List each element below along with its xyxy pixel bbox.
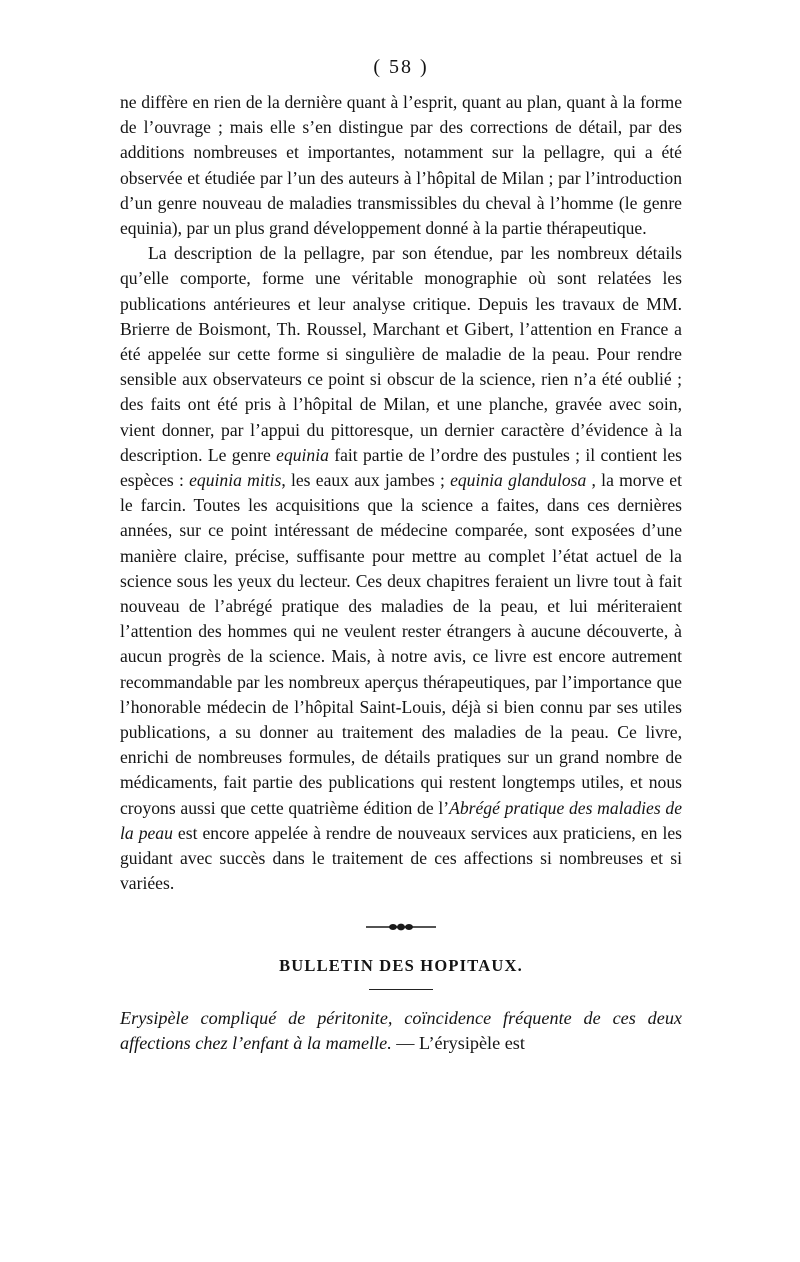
species-equinia-mitis: equinia mitis <box>189 470 282 491</box>
section-ornament <box>120 923 682 931</box>
review-paragraph-2-text-3: , les eaux aux jambes ; <box>281 470 451 491</box>
species-equinia-glandulosa: equinia glandulosa <box>450 470 587 491</box>
heading-rule <box>369 989 433 990</box>
genus-equinia: equinia <box>276 444 329 465</box>
page <box>120 54 682 1056</box>
bulletin-item-text: — L’érysipèle est <box>391 1032 525 1053</box>
review-paragraph-1: ne diffère en rien de la dernière quant à l’esprit, quant au plan, quant à la forme de l’ouvrage ; mais elle s’en distingue par des corrections de détail, par des additions nombreuses et importantes, notamment sur la pellagre, qui a été observée et étudiée par l’un des auteurs à l’hôpital de Milan ; par l’introduction d’un genre nouveau de maladies transmissibles du cheval à l’homme (le genre equinia), par un plus grand développement donné à la partie thérapeutique. <box>120 92 682 239</box>
bulletin-paragraph <box>120 1006 682 1056</box>
page-number: ( 58 ) <box>373 56 429 78</box>
review-paragraph-2-text-5: est encore appelée à rendre de nouveaux services aux praticiens, en les guidant avec succès dans le traitement de ces affections si nombreuses et si variées. <box>120 822 682 894</box>
ornament-divider-icon <box>366 923 436 931</box>
review-paragraph-2-text-4: , la morve et le farcin. Toutes les acquisitions que la science a faites, dans ces dernières années, sur ce point intéressant de médecine comparée, sont exposées d’une manière claire, précise, suffisante pour mettre au complet l’état actuel de la science sous les yeux du lecteur. Ces deux chapitres feraient un livre tout à fait nouveau de l’abrégé pratique des maladies de la peau, et lui mériteraient l’attention des hommes qui ne veulent rester étrangers à aucune découverte, à aucun progrès de la science. Mais, à notre avis, ce livre est encore autrement recommandable par les nombreux aperçus thérapeutiques, par l’importance que l’honorable médecin de l’hôpital Saint-Louis, déjà si bien connu par ses utiles publications, a su donner au traitement des maladies de la peau. Ce livre, enrichi de nombreuses formules, de détails pratiques sur un grand nombre de médicaments, fait partie des publications qui restent longtemps utiles, et nous croyons aussi que cette quatrième édition de l’ <box>120 470 683 818</box>
review-paragraph-2 <box>120 241 682 896</box>
bulletin-item-title: Erysipèle compliqué de péritonite, coïncidence fréquente de ces deux affections chez l’enfant à la mamelle. <box>120 1007 682 1053</box>
bulletin-heading: BULLETIN DES HOPITAUX. <box>279 955 523 975</box>
review-paragraph-2-text-2: fait partie de l’ordre des pustules ; il contient les espèces : <box>120 444 682 491</box>
review-paragraph-2-text-1: La description de la pellagre, par son étendue, par les nombreux détails qu’elle comporte, forme une véritable monographie où sont relatées les publications antérieures et leur analyse critique. Depuis les travaux de MM. Brierre de Boismont, Th. Roussel, Marchant et Gibert, l’attention en France a été appelée sur cette forme si singulière de maladie de la peau. Pour rendre sensible aux observateurs ce point si obscur de la science, rien n’a été oublié ; des faits ont été pris à l’hôpital de Milan, et une planche, gravée avec soin, vient donner, par l’appui du pittoresque, un dernier caractère d’évidence à la description. Le genre <box>120 243 682 465</box>
book-title-abrege: Abrégé pratique des maladies de la peau <box>120 797 683 843</box>
